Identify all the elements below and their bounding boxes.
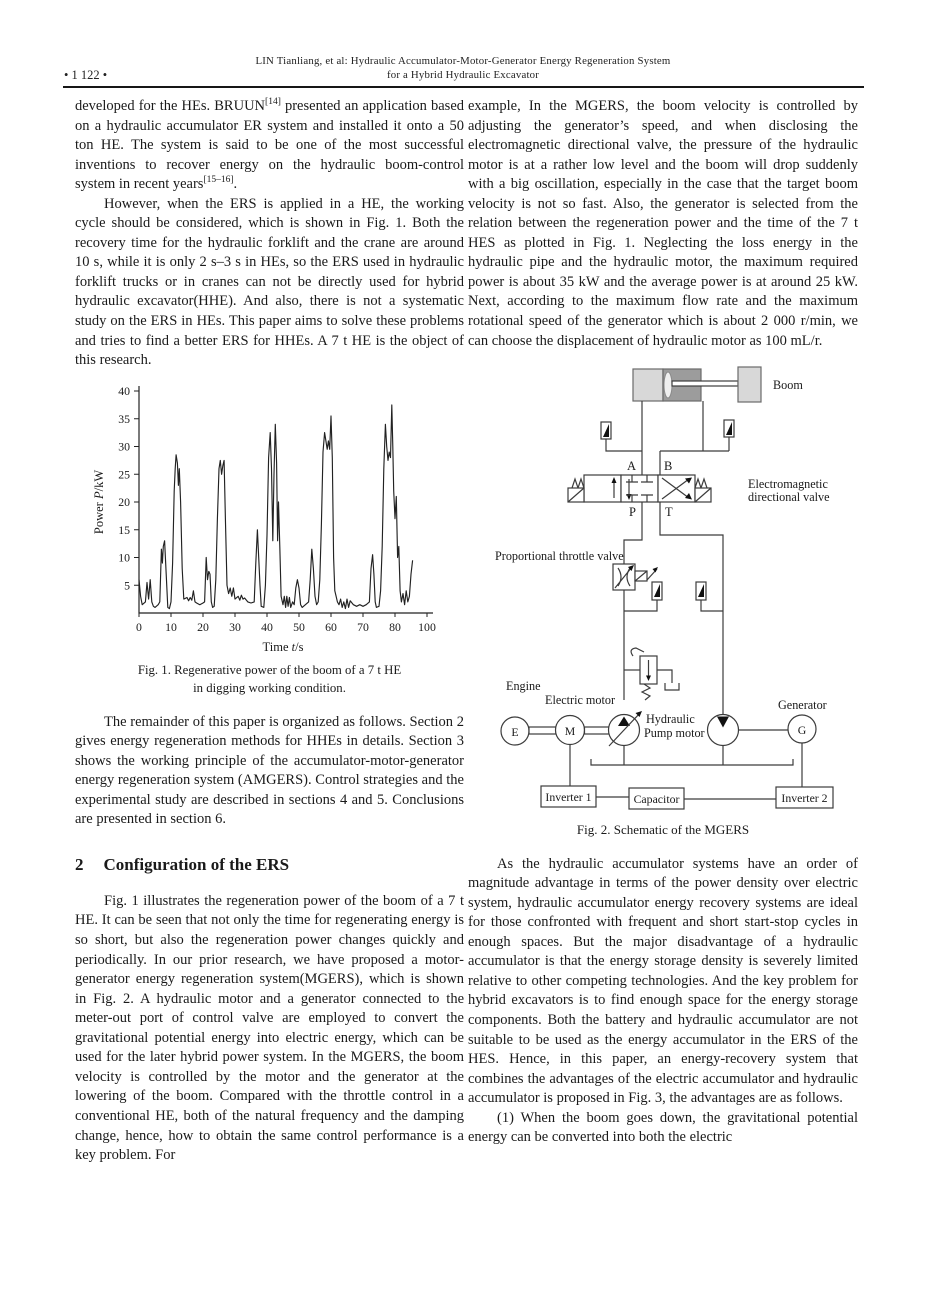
valve-label-line1: Electromagnetic <box>748 477 828 492</box>
y-tick-label: 20 <box>118 494 130 509</box>
generator-label: Generator <box>778 698 827 713</box>
figure1-caption-line1: Fig. 1. Regenerative power of the boom of a 7 t HE <box>137 662 402 677</box>
paragraph-example: example, In the MGERS, the boom velocity is controlled by adjusting the generator’s speed, and when disclosing the electromagnetic directional valve, the pressure of the hydraulic motor is at a rather low level and the boom will drop suddenly with a big oscillation, especially in the case that the target boom velocity is not so fast. Also, the generator is selected from the relation between the regeneration power and the time of the 7 t HES as plotted in Fig. 1. Neglecting the loss energy in the hydraulic pipe and the hydraulic motor, the maximum required power is about 35 kW and the average power is at around 25 kW. Next, according to the maximum flow rate and the maximum rotational speed of the generator which is about 2 000 r/min, we can choose the displacement of hydraulic motor as 100 mL/r. <box>468 98 858 349</box>
engine-circle-letter: E <box>511 725 519 740</box>
paragraph-intro <box>75 97 464 195</box>
right-column <box>468 97 858 1148</box>
pressure-sensor-mid-right <box>696 582 723 611</box>
inverter1-box-label: Inverter 1 <box>545 790 592 805</box>
header-rule <box>63 86 864 88</box>
y-tick-label: 10 <box>118 550 130 565</box>
paragraph-accumulator: As the hydraulic accumulator systems have an order of magnitude advantage in terms of the power density over electric system, hydraulic accumulator energy recovery systems are ideal for those confronted with frequent and short start-stop cycles in enough spaces. But the major disadvantage of a hydraulic accumulator is that the energy storage density is severely limited relative to other competing technologies. And the key problem for hybrid excavators is to find enough space for the energy storage components. Both the battery and hydraulic accumulator are not suitable to be used as the energy accumulator in the ERS of the HES. Hence, in this paper, an energy-recovery system that combines the advantages of the electric accumulator and hydraulic accumulator is proposed in Fig. 3, the advantages are as follows. <box>468 855 858 1107</box>
power-curve <box>139 405 413 609</box>
x-tick-label: 30 <box>229 619 241 634</box>
running-title-line2: for a Hybrid Hydraulic Excavator <box>386 69 540 81</box>
relief-valve <box>624 648 679 700</box>
y-tick-label: 35 <box>118 411 130 426</box>
page-number: • 1 122 • <box>64 68 108 82</box>
para1-text2: presented an application based on a hydraulic accumulator ER system and installed it onto a 50 ton HE. The system is said to be one of the most successful inventions to recover energy on the hydraulic boom-control system in recent years <box>75 98 464 193</box>
x-tick-label: 70 <box>357 619 369 634</box>
figure2-caption: Fig. 2. Schematic of the MGERS <box>576 822 750 838</box>
figure-2 <box>468 357 858 818</box>
x-tick-label: 20 <box>197 619 209 634</box>
electric-motor-label: Electric motor <box>545 693 616 708</box>
y-tick-label: 25 <box>118 466 130 481</box>
valve-piping <box>624 502 723 714</box>
proportional-throttle-valve <box>495 549 658 590</box>
paragraph-fig1-illustrates: Fig. 1 illustrates the regeneration power of the boom of a 7 t HE. It can be seen that not only the time for regenerating energy is so short, but also the regeneration power changes quickly and periodically. In our prior research, we have proposed a motor-generator energy regeneration system(MGERS), which is shown in Fig. 2. A hydraulic motor and a generator connected to the meter-out port of control valve are employed to convert the gravitational potential energy into electric energy, which can be used for the later hybrid power system. In the MGERS, the boom velocity is controlled by the motor and the generator at the lowering of the boom. Compared with the throttle control in a conventional HE, both of the natural frequency and the damping change, hence, how to obtain the same control performance is a key problem. For <box>75 892 464 1164</box>
electromagnetic-directional-valve <box>568 459 830 519</box>
x-tick-label: 50 <box>293 619 305 634</box>
x-tick-label: 40 <box>261 619 273 634</box>
y-axis-title: Power P/kW <box>92 469 106 534</box>
paragraph-advantage-1: (1) When the boom goes down, the gravitational potential energy can be converted into both the electric <box>468 1109 858 1146</box>
pressure-sensor-left <box>601 422 611 439</box>
section-2-title: Configuration of the ERS <box>103 854 290 874</box>
para1-text3: . <box>233 176 238 193</box>
running-title-line1: LIN Tianliang, et al: Hydraulic Accumulator-Motor-Generator Energy Regeneration System <box>255 55 671 67</box>
x-tick-label: 100 <box>418 619 436 634</box>
port-b-label: B <box>664 459 673 474</box>
citation-ref-14: [14] <box>265 97 281 108</box>
para1-text: developed for the HEs. BRUUN <box>75 98 266 114</box>
generator-circle-letter: G <box>797 723 807 738</box>
section-2-heading <box>75 855 464 875</box>
paragraph-remainder: The remainder of this paper is organized as follows. Section 2 gives energy regeneration methods for HHEs in details. Section 3 shows the working principle of the accumulator-motor-generator energy regeneration system (AMGERS). Control strategies and the experimental study are described in sections 4 and 5. Conclusions are presented in section 6. <box>75 713 464 828</box>
fig1-power-chart <box>87 377 439 653</box>
pressure-sensor-right <box>724 420 734 437</box>
x-tick-label: 60 <box>325 619 337 634</box>
throttle-valve-label: Proportional throttle valve <box>495 549 624 564</box>
citation-ref-15-16: [15–16] <box>203 175 234 186</box>
fig2-mgers-schematic <box>468 357 864 813</box>
y-tick-label: 5 <box>124 577 130 592</box>
boom-cylinder <box>633 367 803 402</box>
engine-motor-pump-generator <box>501 679 827 746</box>
port-p-label: P <box>629 505 636 520</box>
pump-motor-label-line2: Pump motor <box>644 726 705 741</box>
engine-label: Engine <box>506 679 541 694</box>
inverter2-box-label: Inverter 2 <box>781 791 828 806</box>
x-tick-label: 10 <box>165 619 177 634</box>
x-tick-label: 0 <box>136 619 142 634</box>
electric-boxes <box>541 743 833 809</box>
pump-motor-label-line1: Hydraulic <box>646 712 695 727</box>
tank-line <box>591 746 793 766</box>
y-tick-label: 40 <box>118 383 130 398</box>
x-tick-label: 80 <box>389 619 401 634</box>
y-tick-label: 30 <box>118 439 130 454</box>
boom-label: Boom <box>773 378 803 393</box>
valve-label-line2: directional valve <box>748 490 830 505</box>
section-2-number: 2 <box>75 854 84 874</box>
y-tick-label: 15 <box>118 522 130 537</box>
capacitor-box-label: Capacitor <box>633 792 680 807</box>
left-column <box>75 97 464 1166</box>
figure1-caption-line2: in digging working condition. <box>193 681 346 696</box>
figure-1 <box>87 377 464 658</box>
port-a-label: A <box>626 459 636 474</box>
paragraph-however: However, when the ERS is applied in a HE, the working cycle should be considered, which is shown in Fig. 1. Both the recovery time for the hydraulic forklift and the crane are around 10 s, while it is only 2 s–3 s in HEs, so the ERS used in hydraulic forklift trucks or in cranes can not be directly used for hybrid hydraulic excavator(HHE). And also, there is not a systematic study on the ERS in HEs. This paper aims to solve these problems and tries to find a better ERS for HHEs. A 7 t HE is the object of this research. <box>75 195 464 369</box>
port-t-label: T <box>665 505 673 520</box>
x-axis-title: Time t/s <box>262 639 304 653</box>
motor-circle-letter: M <box>564 724 576 739</box>
